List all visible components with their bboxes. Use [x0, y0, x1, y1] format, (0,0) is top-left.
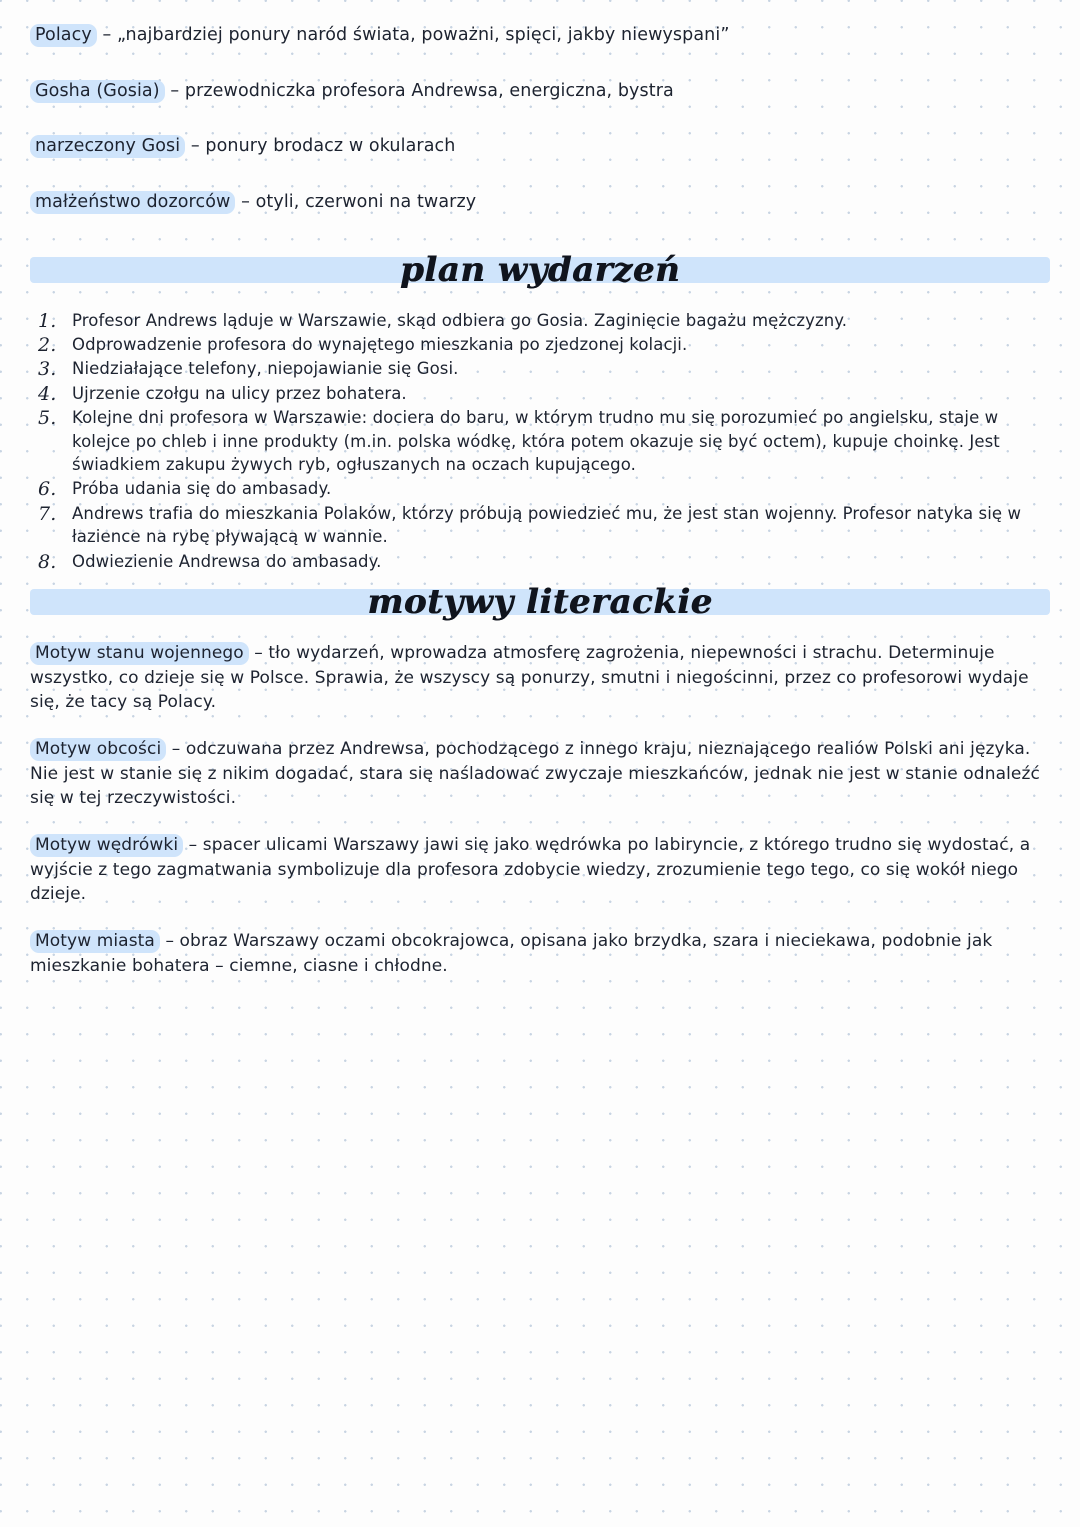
plan-item — [30, 502, 1050, 549]
plan-item — [30, 382, 1050, 405]
plan-item-number: 4. — [38, 382, 57, 405]
plan-item-number: 6. — [38, 478, 57, 501]
term-description: – „najbardziej ponury naród świata, poważni, spięci, jakby niewyspani” — [96, 25, 730, 45]
term-description: – przewodniczka profesora Andrewsa, energiczna, bystra — [164, 80, 674, 101]
plan-item — [30, 357, 1050, 380]
plan-item-number: 7. — [38, 502, 57, 525]
motif-label: Motyw stanu wojennego — [30, 642, 249, 665]
plan-item-text: Odwiezienie Andrewsa do ambasady. — [72, 551, 382, 571]
motif-text: – spacer ulicami Warszawy jawi się jako wędrówka po labiryncie, z którego trudno się wydostać, a wyjście z tego zagmatwania symbolizuje dla profesora zdobycie wiedzy, zrozumienie tego tego, co się wokół niego dzieje. — [30, 834, 1031, 905]
page-title: motywy literackie — [367, 582, 713, 623]
motif-entry — [30, 737, 1050, 811]
motif-entry — [30, 833, 1050, 907]
list-item — [30, 191, 1050, 215]
term-description: – ponury brodacz w okularach — [185, 136, 456, 157]
section-heading-plan — [30, 247, 1050, 293]
motif-label: Motyw wędrówki — [30, 834, 183, 857]
plan-list — [30, 309, 1050, 574]
term-highlight: narzeczony Gosi — [30, 135, 185, 158]
motif-entry — [30, 641, 1050, 715]
section-heading-motifs — [30, 579, 1050, 625]
term-highlight: małżeństwo dozorców — [30, 191, 235, 214]
motif-text: – tło wydarzeń, wprowadza atmosferę zagrożenia, niepewności i strachu. Determinuje wszystko, co dzieje się w Polsce. Sprawia, że wszyscy są ponurzy, smutni i niegościnni, przez co profesorowi wydaje się, że tacy są Polacy. — [30, 643, 1029, 713]
motif-entry — [30, 929, 1050, 978]
list-item — [30, 24, 1050, 48]
motif-text: – odczuwana przez Andrewsa, pochodzącego z innego kraju, nieznającego realiów Polski ani języka. Nie jest w stanie się z nikim dogadać, stara się naśladować zwyczaje mieszkańców, jednak nie jest w stanie odnaleźć się w tej rzeczywistości. — [30, 739, 1040, 809]
page-title: plan wydarzeń — [399, 249, 681, 290]
term-highlight: Polacy — [30, 24, 97, 47]
plan-item — [30, 309, 1050, 332]
plan-item-number: 8. — [38, 550, 57, 573]
motif-label: Motyw obcości — [30, 738, 166, 761]
plan-item-number: 3. — [38, 358, 57, 381]
plan-item-text: Profesor Andrews ląduje w Warszawie, skąd odbiera go Gosia. Zaginięcie bagażu mężczyzny. — [72, 310, 848, 330]
plan-item-text: Próba udania się do ambasady. — [72, 479, 332, 499]
plan-item-text: Andrews trafia do mieszkania Polaków, którzy próbują powiedzieć mu, że jest stan wojenny. Profesor natyka się w łazience na rybę pływającą w wannie. — [72, 503, 1022, 547]
plan-item-text: Odprowadzenie profesora do wynajętego mieszkania po zjedzonej kolacji. — [72, 334, 688, 354]
plan-item — [30, 477, 1050, 500]
term-highlight: Gosha (Gosia) — [30, 80, 165, 103]
plan-item-number: 2. — [38, 333, 57, 356]
plan-item-number: 5. — [38, 407, 57, 430]
plan-item-text: Niedziałające telefony, niepojawianie się Gosi. — [72, 359, 459, 379]
plan-item-text: Ujrzenie czołgu na ulicy przez bohatera. — [72, 383, 407, 403]
motif-list — [30, 641, 1050, 978]
list-item — [30, 135, 1050, 159]
plan-item — [30, 550, 1050, 573]
plan-item-number: 1. — [38, 309, 57, 332]
plan-item-text: Kolejne dni profesora w Warszawie: dociera do baru, w którym trudno mu się porozumieć po angielsku, staje w kolejce po chleb i inne produkty (m.in. polska wódkę, która potem okazuje się być octem), kupuje choinkę. Jest świadkiem zakupu żywych ryb, ogłuszanych na oczach kupującego. — [72, 408, 1000, 475]
plan-item — [30, 406, 1050, 476]
term-description: – otyli, czerwoni na twarzy — [235, 191, 477, 212]
character-list — [30, 24, 1050, 215]
motif-text: – obraz Warszawy oczami obcokrajowca, opisana jako brzydka, szara i nieciekawa, podobnie jak mieszkanie bohatera – ciemne, ciasne i chłodne. — [30, 930, 993, 976]
plan-item — [30, 333, 1050, 356]
list-item — [30, 80, 1050, 104]
motif-label: Motyw miasta — [30, 930, 160, 953]
